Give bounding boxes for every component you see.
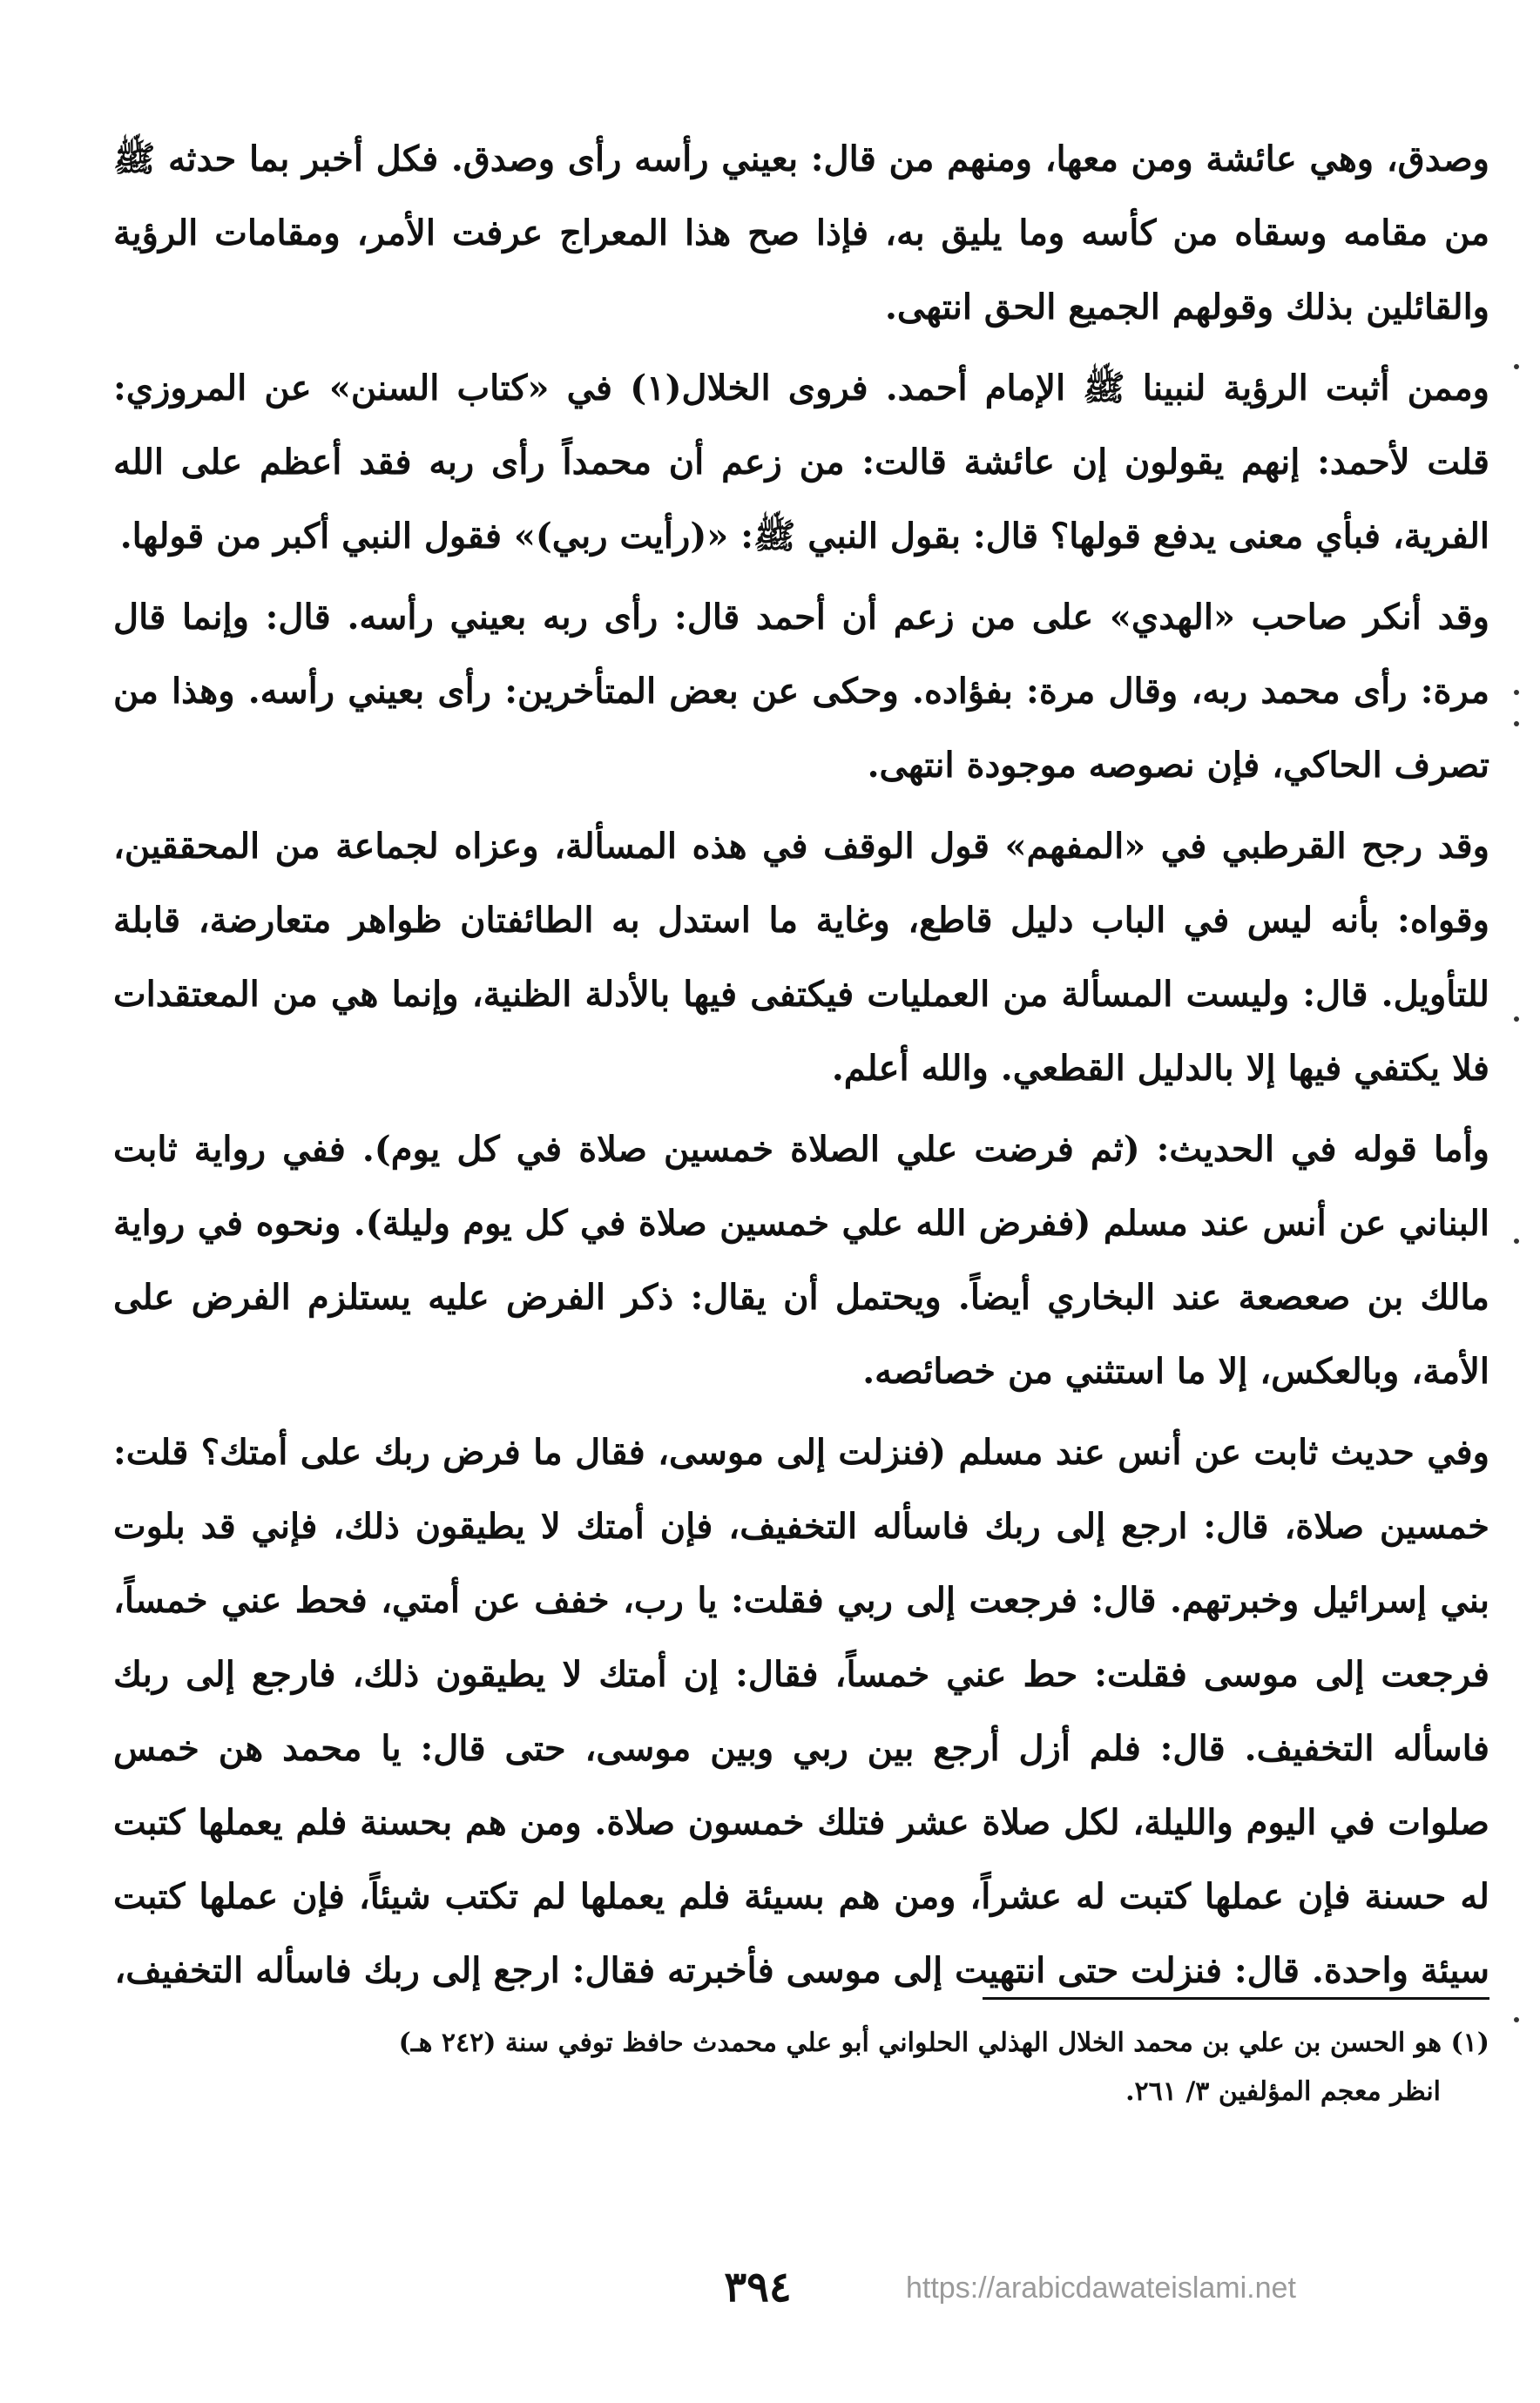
page-number: ٣٩٤: [724, 2263, 792, 2312]
margin-dot: [1514, 1016, 1519, 1022]
footnote-line-2: انظر معجم المؤلفين ٣/ ٢٦١.: [1125, 2076, 1441, 2107]
footnote: [113, 2019, 1489, 2116]
margin-dot: [1514, 364, 1519, 369]
paragraph-5: وأما قوله في الحديث: (ثم فرضت علي الصلاة خمسين صلاة في كل يوم). ففي رواية ثابت البناني عن أنس عند مسلم (ففرض الله علي خمسين صلاة في كل يوم وليلة). ونحوه في رواية مالك بن صعصعة عند البخاري أيضاً. ويحتمل أن يقال: ذكر الفرض عليه يستلزم الفرض على الأمة، وبالعكس، إلا ما استثني من خصائصه.: [113, 1129, 1490, 1392]
paragraph-6: وفي حديث ثابت عن أنس عند مسلم (فنزلت إلى موسى، فقال ما فرض ربك على أمتك؟ قلت: خمسين صلاة، قال: ارجع إلى ربك فاسأله التخفيف، فإن أمتك لا يطيقون ذلك، فإني قد بلوت بني إسرائيل وخبرتهم. قال: فرجعت إلى ربي فقلت: يا رب، خفف عن أمتي، فحط عني خمساً، فرجعت إلى موسى فقلت: حط عني خمساً، فقال: إن أمتك لا يطيقون ذلك، فارجع إلى ربك فاسأله التخفيف. قال: فلم أزل أرجع بين ربي وبين موسى، حتى قال: يا محمد هن خمس صلوات في اليوم والليلة، لكل صلاة عشر فتلك خمسون صلاة. ومن هم بحسنة فلم يعملها كتبت له حسنة فإن عملها كتبت له عشراً، ومن هم بسيئة فلم يعملها لم تكتب شيئاً، فإن عملها كتبت سيئة واحدة. قال: فنزلت حتى انتهيت إلى موسى فأخبرته فقال: ارجع إلى ربك فاسأله التخفيف،: [113, 1432, 1489, 1991]
margin-dot: [1514, 2017, 1519, 2022]
paragraph-3: وقد أنكر صاحب «الهدي» على من زعم أن أحمد قال: رأى ربه بعيني رأسه. قال: وإنما قال مرة: رأى محمد ربه، وقال مرة: بفؤاده. وحكى عن بعض المتأخرين: رأى بعيني رأسه. وهذا من تصرف الحاكي، فإن نصوصه موجودة انتهى.: [113, 597, 1490, 786]
main-text: [113, 122, 1489, 2015]
paragraph-4: وقد رجح القرطبي في «المفهم» قول الوقف في هذه المسألة، وعزاه لجماعة من المحققين، وقواه: بأنه ليس في الباب دليل قاطع، وغاية ما استدل به الطائفتان ظواهر متعارضة، قابلة للتأويل. قال: وليست المسألة من العمليات فيكتفى فيها بالأدلة الظنية، وإنما هي من المعتقدات فلا يكتفي فيها إلا بالدليل القطعي. والله أعلم.: [113, 826, 1489, 1089]
margin-dot: [1514, 1239, 1519, 1244]
watermark-url: https://arabicdawateislami.net: [906, 2271, 1296, 2305]
margin-dot: [1514, 721, 1519, 726]
footnote-divider: [983, 1997, 1489, 2000]
footnote-line-1: (١) هو الحسن بن علي بن محمد الخلال الهذلي الحلواني أبو علي محمدث حافظ توفي سنة (٢٤٢ هـ): [398, 2028, 1489, 2058]
margin-dot: [1514, 690, 1519, 695]
paragraph-2: وممن أثبت الرؤية لنبينا ﷺ الإمام أحمد. فروى الخلال(١) في «كتاب السنن» عن المروزي: قلت لأحمد: إنهم يقولون إن عائشة قالت: من زعم أن محمداً رأى ربه فقد أعظم على الله الفرية، فبأي معنى يدفع قولها؟ قال: بقول النبي ﷺ: «(رأيت ربي)» فقول النبي أكبر من قولها.: [113, 368, 1489, 557]
paragraph-1: وصدق، وهي عائشة ومن معها، ومنهم من قال: بعيني رأسه رأى وصدق. فكل أخبر بما حدثه ﷺ من مقامه وسقاه من كأسه وما يليق به، فإذا صح هذا المعراج عرفت الأمر، ومقامات الرؤية والقائلين بذلك وقولهم الجميع الحق انتهى.: [113, 138, 1489, 327]
